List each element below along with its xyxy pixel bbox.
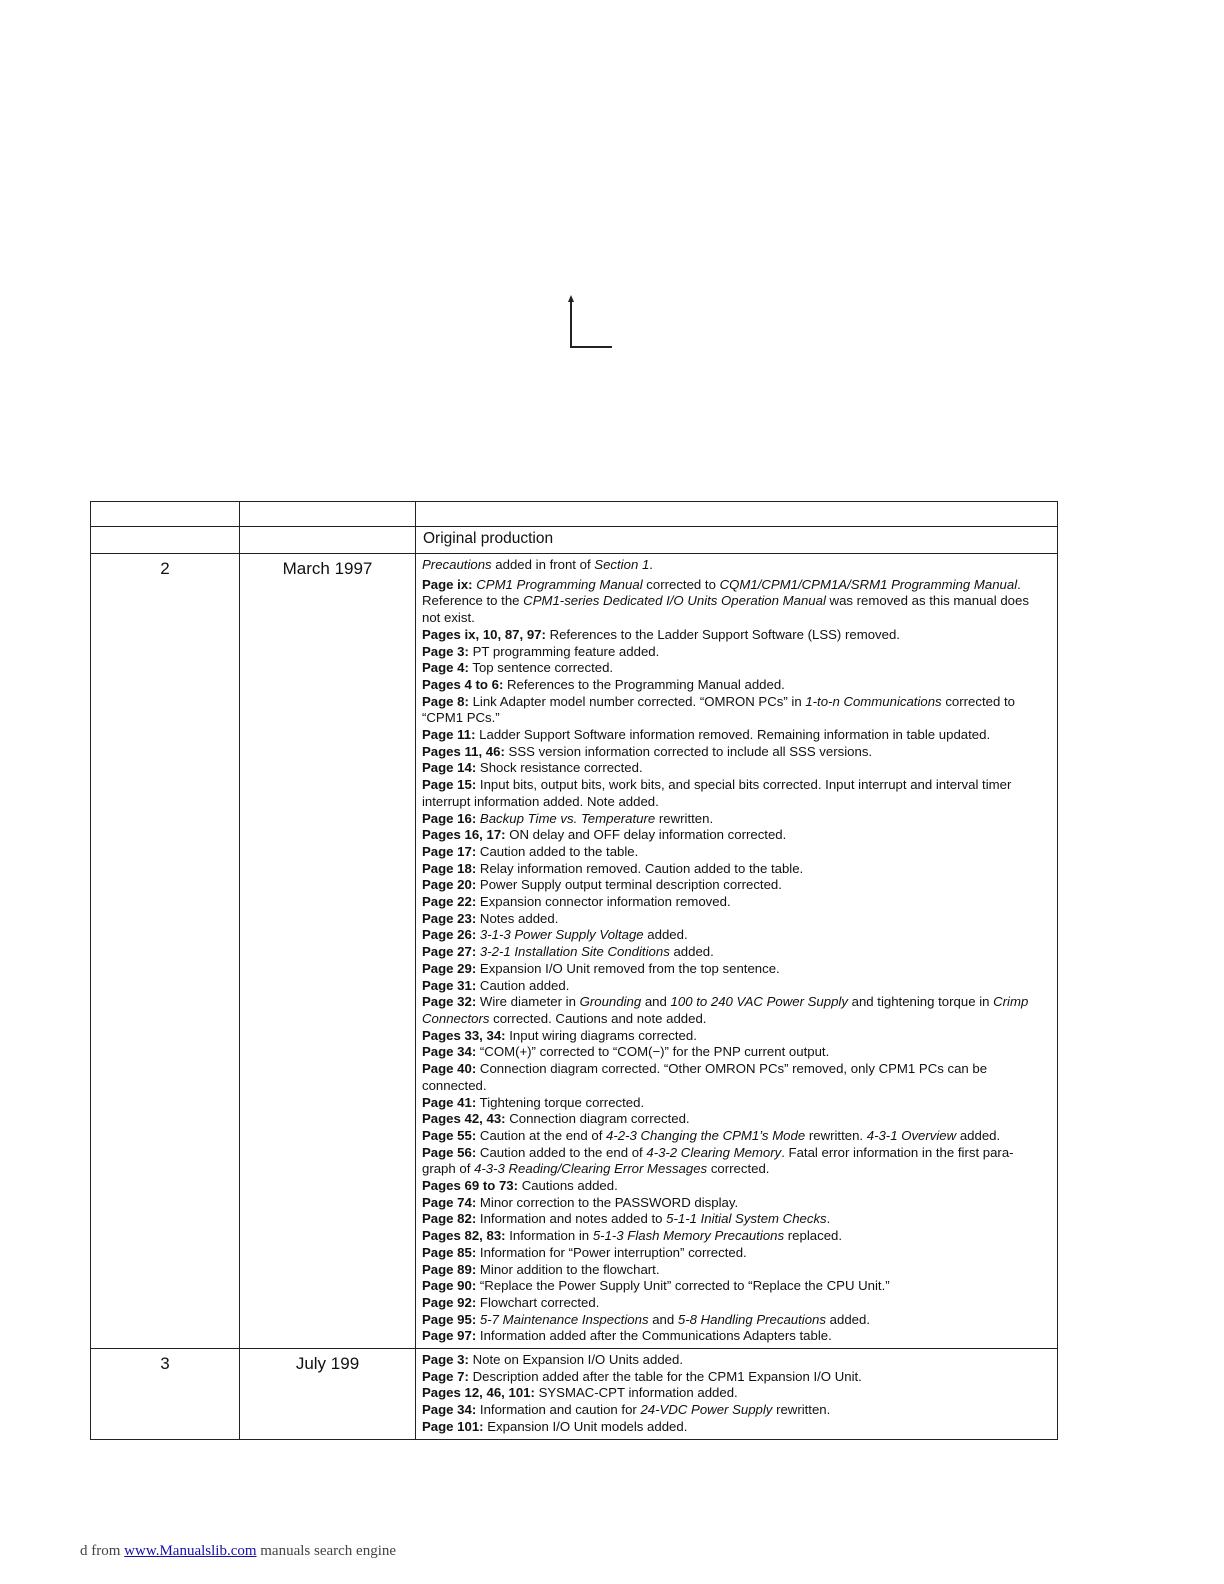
section-title: CQM1/CPM1/CPM1A/SRM1 Programming Manual xyxy=(719,576,1018,592)
change-text: References to the Ladder Support Software (LSS) removed. xyxy=(545,626,900,642)
change-entry xyxy=(422,978,1045,995)
table-row xyxy=(91,554,1058,1349)
section-title: CPM1-series Dedicated I/O Units Operation Manual xyxy=(523,593,826,609)
page-reference: Page 55: xyxy=(422,1127,477,1143)
change-entry xyxy=(422,844,1045,861)
change-entry xyxy=(422,1061,1045,1094)
change-text: Caution at the end of xyxy=(476,1127,607,1143)
change-entry xyxy=(422,1245,1045,1262)
change-list xyxy=(416,1349,1057,1439)
change-text: Note on Expansion I/O Units added. xyxy=(468,1352,683,1368)
page-reference: Page 23: xyxy=(422,910,477,926)
page-reference: Page 17: xyxy=(422,843,477,859)
change-entry xyxy=(422,1328,1045,1345)
change-text: Caution added to the table. xyxy=(476,843,639,859)
page-reference: Page 15: xyxy=(422,777,477,793)
change-entry xyxy=(422,644,1045,661)
change-entry xyxy=(422,1211,1045,1228)
footer-suffix: manuals search engine xyxy=(256,1543,397,1559)
change-entry xyxy=(422,627,1045,644)
change-text: Notes added. xyxy=(476,910,559,926)
page-reference: Page 7: xyxy=(422,1368,469,1384)
page-reference: Pages 16, 17: xyxy=(422,827,506,843)
page-reference: Page 95: xyxy=(422,1311,477,1327)
header-cell-revision-code xyxy=(91,502,240,527)
page-reference: Page 41: xyxy=(422,1094,477,1110)
page-reference: Page 27: xyxy=(422,944,477,960)
change-text: rewritten. xyxy=(772,1402,831,1418)
change-entry xyxy=(422,1312,1045,1329)
section-title: CPM1 Programming Manual xyxy=(476,576,643,592)
change-entry xyxy=(422,1278,1045,1295)
change-text: added. xyxy=(643,927,688,943)
section-title: 24-VDC Power Supply xyxy=(640,1402,773,1418)
page-reference: Page 3: xyxy=(422,643,469,659)
change-text: SSS version information corrected to include all SSS versions. xyxy=(504,743,873,759)
change-text: Connection diagram corrected. xyxy=(505,1111,690,1127)
section-title: 4-3-3 Reading/Clearing Error Messages xyxy=(474,1161,708,1177)
revision-date-cell: July 199 xyxy=(240,1349,416,1440)
change-text: added. xyxy=(956,1127,1001,1143)
section-title: 5-8 Handling Precautions xyxy=(677,1311,826,1327)
section-title: 5-1-3 Flash Memory Precautions xyxy=(592,1228,785,1244)
change-entry xyxy=(422,660,1045,677)
table-header-row xyxy=(91,502,1058,527)
page-reference: Page 32: xyxy=(422,994,477,1010)
change-entry xyxy=(422,1028,1045,1045)
change-text: Ladder Support Software information removed. Remaining information in table updated. xyxy=(475,727,991,743)
change-text: Minor correction to the PASSWORD display. xyxy=(476,1194,739,1210)
change-text: . Fatal error information in the first para-graph of xyxy=(422,1144,1014,1177)
change-text: Wire diameter in xyxy=(476,994,580,1010)
change-entry xyxy=(422,1262,1045,1279)
page-reference: Page 40: xyxy=(422,1061,477,1077)
change-entry xyxy=(422,1145,1045,1178)
change-text: Information and notes added to xyxy=(476,1211,667,1227)
change-text: Information in xyxy=(505,1228,593,1244)
page-reference: Page 89: xyxy=(422,1261,477,1277)
table-row xyxy=(91,1349,1058,1440)
change-entry xyxy=(422,744,1045,761)
page-reference: Pages 4 to 6: xyxy=(422,676,504,692)
change-text: and xyxy=(641,994,671,1010)
page-reference: Page 11: xyxy=(422,727,476,743)
change-entry xyxy=(422,777,1045,810)
page-reference: Page 82: xyxy=(422,1211,477,1227)
change-text: Shock resistance corrected. xyxy=(476,760,643,776)
footer-prefix: d from xyxy=(80,1543,125,1559)
change-text: Input wiring diagrams corrected. xyxy=(505,1027,697,1043)
section-title: Precautions xyxy=(422,557,492,572)
change-text: Caution added. xyxy=(476,977,570,993)
page-reference: Page 8: xyxy=(422,693,469,709)
page-reference: Pages 82, 83: xyxy=(422,1228,506,1244)
section-title: Backup Time vs. Temperature xyxy=(479,810,656,826)
change-text: ON delay and OFF delay information corrected. xyxy=(505,827,787,843)
change-entry xyxy=(422,944,1045,961)
change-text: added in front of xyxy=(491,557,595,572)
change-entry xyxy=(422,911,1045,928)
revision-content-cell xyxy=(416,554,1058,1349)
change-text: . xyxy=(649,557,653,572)
change-text: Input bits, output bits, work bits, and special bits corrected. Input interrupt and interval timer interrupt information added. Note added. xyxy=(422,777,1012,809)
page-reference: Pages ix, 10, 87, 97: xyxy=(422,626,546,642)
change-text: Flowchart corrected. xyxy=(476,1294,600,1310)
page-reference: Page ix: xyxy=(422,576,473,592)
section-title: 5-7 Maintenance Inspections xyxy=(479,1311,649,1327)
change-text: Caution added to the end of xyxy=(476,1144,647,1160)
change-entry xyxy=(422,1178,1045,1195)
change-text: Expansion I/O Unit removed from the top sentence. xyxy=(476,960,780,976)
change-text: Cautions added. xyxy=(518,1178,618,1194)
section-title: 1-to-n Communications xyxy=(805,693,942,709)
revision-history-table xyxy=(90,501,1058,1440)
header-cell-date xyxy=(240,502,416,527)
change-text: Information added after the Communications Adapters table. xyxy=(476,1328,832,1344)
change-entry xyxy=(422,1228,1045,1245)
table-row xyxy=(91,527,1058,554)
change-entry xyxy=(422,1385,1045,1402)
change-text: replaced. xyxy=(784,1228,843,1244)
change-text: Information and caution for xyxy=(476,1402,641,1418)
arrow-mark-icon xyxy=(566,295,612,351)
revision-content-cell xyxy=(416,1349,1058,1440)
change-entry xyxy=(422,927,1045,944)
change-entry xyxy=(422,827,1045,844)
page-reference: Page 101: xyxy=(422,1418,484,1434)
change-entry xyxy=(422,811,1045,828)
page-reference: Page 18: xyxy=(422,860,477,876)
change-entry xyxy=(422,1128,1045,1145)
section-title: 100 to 240 VAC Power Supply xyxy=(670,994,848,1010)
change-text: References to the Programming Manual added. xyxy=(503,676,785,692)
page-reference: Page 90: xyxy=(422,1278,477,1294)
change-text: was removed as this manual does not exist. xyxy=(422,593,1029,626)
revision-date-cell xyxy=(240,527,416,554)
change-entry xyxy=(422,961,1045,978)
manualslib-link[interactable]: www.Manualslib.com xyxy=(124,1543,257,1559)
change-entry xyxy=(422,760,1045,777)
change-entry xyxy=(422,577,1045,627)
change-text: Information for “Power interruption” corrected. xyxy=(476,1244,747,1260)
change-text: added. xyxy=(825,1311,870,1327)
change-text: added. xyxy=(669,944,714,960)
change-text: Connection diagram corrected. “Other OMRON PCs” removed, only CPM1 PCs can be connected. xyxy=(422,1061,988,1093)
change-entry xyxy=(422,861,1045,878)
footer-watermark xyxy=(80,1543,396,1560)
page-reference: Page 3: xyxy=(422,1352,469,1368)
change-entry xyxy=(422,1419,1045,1436)
change-text: . xyxy=(826,1211,831,1227)
section-title: 3-2-1 Installation Site Conditions xyxy=(479,944,670,960)
header-cell-revised-content xyxy=(416,502,1058,527)
page-reference: Page 16: xyxy=(422,810,477,826)
change-text: Link Adapter model number corrected. “OMRON PCs” in xyxy=(468,693,806,709)
change-text: Tightening torque corrected. xyxy=(476,1094,645,1110)
change-text: and tightening torque in xyxy=(847,994,994,1010)
change-entry xyxy=(422,1352,1045,1369)
change-entry xyxy=(422,1111,1045,1128)
change-text: rewritten. xyxy=(655,810,714,826)
page-reference: Pages 42, 43: xyxy=(422,1111,506,1127)
change-entry xyxy=(422,677,1045,694)
change-entry xyxy=(422,994,1045,1027)
page-reference: Page 92: xyxy=(422,1294,477,1310)
section-title: 4-3-1 Overview xyxy=(866,1127,957,1143)
page-reference: Page 97: xyxy=(422,1328,477,1344)
page-reference: Pages 33, 34: xyxy=(422,1027,506,1043)
section-title: Crimp Connectors xyxy=(422,994,1029,1026)
change-entry xyxy=(422,1095,1045,1112)
change-entry xyxy=(422,1044,1045,1061)
page-reference: Page 34: xyxy=(422,1044,477,1060)
change-text: corrected to “CPM1 PCs.” xyxy=(422,693,1015,726)
change-entry xyxy=(422,1195,1045,1212)
change-text: Expansion connector information removed. xyxy=(476,894,731,910)
change-entry xyxy=(422,694,1045,727)
change-entry xyxy=(422,894,1045,911)
change-text: . Reference to the xyxy=(422,576,1021,609)
revision-code-cell: 2 xyxy=(91,554,240,1349)
revision-code-cell: 3 xyxy=(91,1349,240,1440)
change-entry xyxy=(422,1369,1045,1386)
change-text: Description added after the table for the CPM1 Expansion I/O Unit. xyxy=(468,1368,862,1384)
section-title: Grounding xyxy=(579,994,642,1010)
revision-code-cell xyxy=(91,527,240,554)
change-text: corrected to xyxy=(642,576,720,592)
change-text: Top sentence corrected. xyxy=(468,660,614,676)
change-text: “Replace the Power Supply Unit” corrected to “Replace the CPU Unit.” xyxy=(476,1278,890,1294)
change-entry xyxy=(422,1402,1045,1419)
change-text: PT programming feature added. xyxy=(468,643,660,659)
page-reference: Page 31: xyxy=(422,977,477,993)
change-text: Expansion I/O Unit models added. xyxy=(483,1418,688,1434)
change-entry xyxy=(422,727,1045,744)
change-text: corrected. Cautions and note added. xyxy=(489,1010,707,1026)
page-reference: Page 34: xyxy=(422,1402,477,1418)
page-reference: Page 4: xyxy=(422,660,469,676)
page-reference: Pages 11, 46: xyxy=(422,743,505,759)
change-text: and xyxy=(648,1311,678,1327)
page-reference: Page 85: xyxy=(422,1244,477,1260)
change-entry xyxy=(422,877,1045,894)
page-reference: Page 26: xyxy=(422,927,477,943)
change-text: Minor addition to the flowchart. xyxy=(476,1261,660,1277)
original-production-text: Original production xyxy=(423,530,554,547)
change-text: “COM(+)” corrected to “COM(−)” for the PNP current output. xyxy=(476,1044,830,1060)
change-text: SYSMAC-CPT information added. xyxy=(534,1385,738,1401)
page-reference: Page 56: xyxy=(422,1144,477,1160)
page-reference: Page 74: xyxy=(422,1194,477,1210)
revision-content-cell xyxy=(416,527,1058,554)
change-text: Relay information removed. Caution added to the table. xyxy=(476,860,804,876)
section-title: 5-1-1 Initial System Checks xyxy=(666,1211,827,1227)
change-text: Power Supply output terminal description corrected. xyxy=(476,877,782,893)
section-title: 4-3-2 Clearing Memory xyxy=(646,1144,782,1160)
page-reference: Page 20: xyxy=(422,877,477,893)
page-reference: Page 22: xyxy=(422,894,477,910)
change-list xyxy=(416,554,1057,1348)
page-reference: Page 29: xyxy=(422,960,477,976)
section-title: 3-1-3 Power Supply Voltage xyxy=(479,927,644,943)
change-text: rewritten. xyxy=(805,1127,867,1143)
change-text: corrected. xyxy=(707,1161,770,1177)
section-title: Section 1 xyxy=(594,557,650,572)
page-reference: Pages 69 to 73: xyxy=(422,1178,519,1194)
page-reference: Page 14: xyxy=(422,760,477,776)
revision-date-cell: March 1997 xyxy=(240,554,416,1349)
change-entry xyxy=(422,1295,1045,1312)
section-title: 4-2-3 Changing the CPM1’s Mode xyxy=(606,1127,806,1143)
change-entry xyxy=(422,557,1045,574)
page-reference: Pages 12, 46, 101: xyxy=(422,1385,535,1401)
